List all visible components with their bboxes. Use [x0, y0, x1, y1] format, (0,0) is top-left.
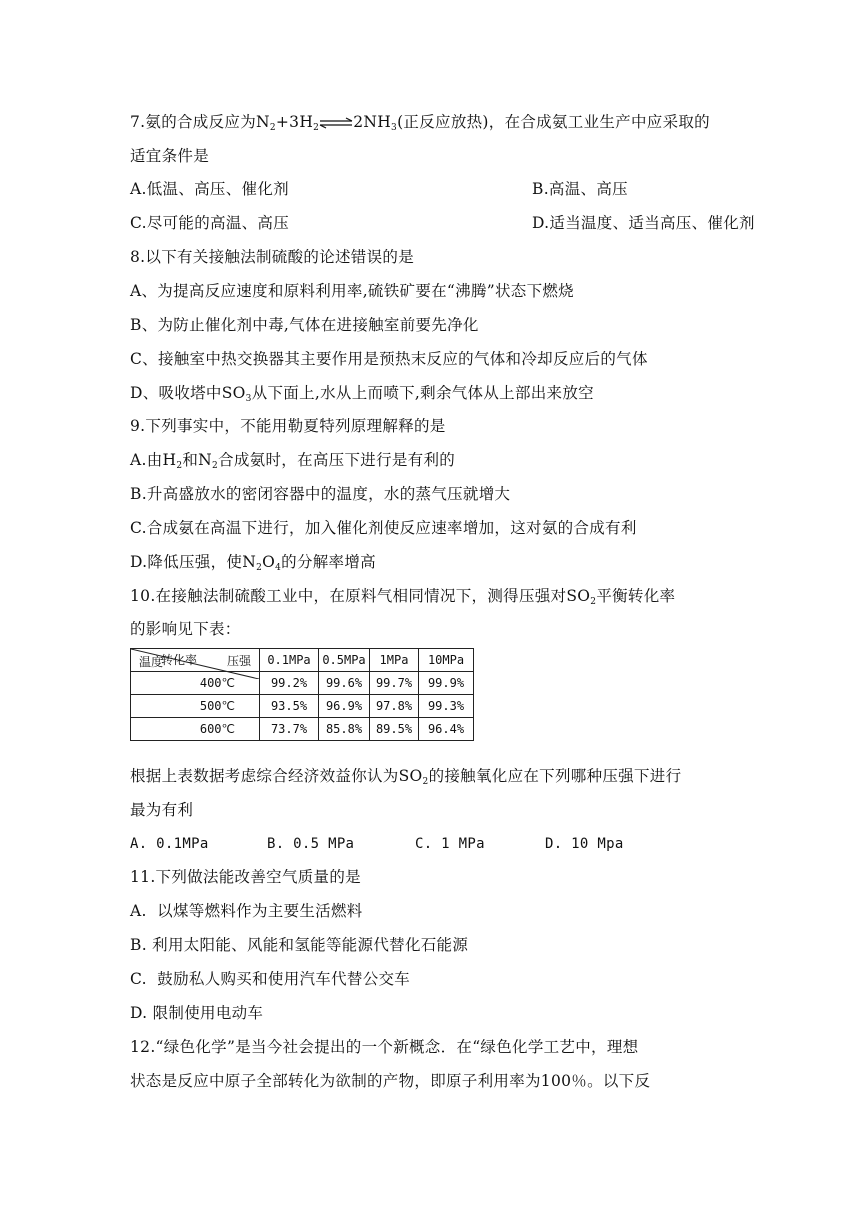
- table-cell: 99.9%: [419, 672, 474, 695]
- table-cell: 73.7%: [260, 718, 319, 741]
- q8-option-d: D、吸收塔中$SO_3$从下面上,水从上而喷下,剩余气体从上部出来放空: [130, 384, 594, 404]
- table-cell: 93.5%: [260, 695, 319, 718]
- q8-option-a: A、为提高反应速度和原料利用率,硫铁矿要在“沸腾”状态下燃烧: [130, 282, 574, 300]
- table-cell: 85.8%: [319, 718, 370, 741]
- table-cell: 96.9%: [319, 695, 370, 718]
- q8-option-b: B、为防止催化剂中毒,气体在进接触室前要先净化: [130, 316, 479, 334]
- row-header-temp: 500℃: [131, 695, 260, 718]
- corner-label-pressure: 压强: [226, 654, 251, 668]
- table-cell: 99.2%: [260, 672, 319, 695]
- q9-option-a: A.由$H_2$和$N_2$合成氨时，在高压下进行是有利的: [130, 451, 456, 471]
- row-header-temp: 400℃: [131, 672, 260, 695]
- q7-stem-line1: 7.氨的合成反应为$N_2+3H_2$ $2NH_3$(正反应放热)，在合成氨工业生产中应采取的: [130, 113, 710, 133]
- q10-question-line2: 最为有利: [130, 801, 194, 819]
- table-row: [131, 718, 474, 741]
- q7-options-row1: [130, 179, 730, 199]
- q7-option-d: D.适当温度、适当高压、催化剂: [532, 214, 755, 232]
- table-cell: 96.4%: [419, 718, 474, 741]
- q7-option-b: B.高温、高压: [532, 180, 628, 198]
- table-row: [131, 695, 474, 718]
- q9-option-b: B.升高盛放水的密闭容器中的温度，水的蒸气压就增大: [130, 485, 511, 503]
- q11-option-d: D. 限制使用电动车: [130, 1004, 264, 1022]
- q7-options-row2: [130, 213, 755, 233]
- q10-stem-line1: 10.在接触法制硫酸工业中，在原料气相同情况下，测得压强对$SO_2$平衡转化率: [130, 587, 676, 607]
- header-cell: 1MPa: [370, 649, 419, 672]
- q12-stem-line2: 状态是反应中原子全部转化为欲制的产物，即原子利用率为100％。以下反: [130, 1072, 651, 1090]
- q7-stem-line2: 适宜条件是: [130, 147, 210, 165]
- q8-option-c: C、接触室中热交换器其主要作用是预热末反应的气体和冷却反应后的气体: [130, 350, 648, 368]
- q11-option-b: B. 利用太阳能、风能和氢能等能源代替化石能源: [130, 936, 469, 954]
- table-cell: 97.8%: [370, 695, 419, 718]
- corner-label-temperature: 温度: [139, 655, 164, 669]
- q9-option-d: D.降低压强，使$N_2O_4$的分解率增高: [130, 553, 376, 573]
- q10-question-line1: 根据上表数据考虑综合经济效益你认为$SO_2$的接触氧化应在下列哪种压强下进行: [130, 767, 682, 787]
- q11-option-c: C. 鼓励私人购买和使用汽车代替公交车: [130, 970, 411, 988]
- header-cell: 10MPa: [419, 649, 474, 672]
- q8-stem: 8.以下有关接触法制硫酸的论述错误的是: [130, 248, 414, 266]
- table-cell: 99.3%: [419, 695, 474, 718]
- q7-option-a: A.低温、高压、催化剂: [130, 180, 289, 198]
- table-cell: 99.6%: [319, 672, 370, 695]
- header-cell: 0.1MPa: [260, 649, 319, 672]
- q11-stem: 11.下列做法能改善空气质量的是: [130, 868, 361, 886]
- table-corner-cell: [131, 649, 260, 672]
- q11-option-a: A. 以煤等燃料作为主要生活燃料: [130, 902, 363, 920]
- q12-stem-line1: 12.“绿色化学”是当今社会提出的一个新概念．在“绿色化学工艺中，理想: [130, 1038, 639, 1056]
- q10-stem-line2: 的影响见下表：: [130, 620, 241, 638]
- q10-option-c: C. 1 MPa: [415, 836, 485, 852]
- conversion-table: [130, 648, 474, 741]
- q10-option-d: D. 10 Mpa: [545, 836, 624, 852]
- row-header-temp: 600℃: [131, 718, 260, 741]
- header-cell: 0.5MPa: [319, 649, 370, 672]
- table-cell: 99.7%: [370, 672, 419, 695]
- q9-option-c: C.合成氨在高温下进行，加入催化剂使反应速率增加，这对氨的合成有利: [130, 519, 637, 537]
- reversible-arrow-icon: [319, 117, 353, 129]
- q9-stem: 9.下列事实中，不能用勒夏特列原理解释的是: [130, 417, 446, 435]
- corner-label-conversion: 转化率: [161, 653, 198, 667]
- q7-option-c: C.尽可能的高温、高压: [130, 214, 290, 232]
- q10-option-b: B. 0.5 MPa: [267, 836, 355, 852]
- table-header-row: [131, 649, 474, 672]
- table-cell: 89.5%: [370, 718, 419, 741]
- q10-option-a: A. 0.1MPa: [130, 836, 209, 852]
